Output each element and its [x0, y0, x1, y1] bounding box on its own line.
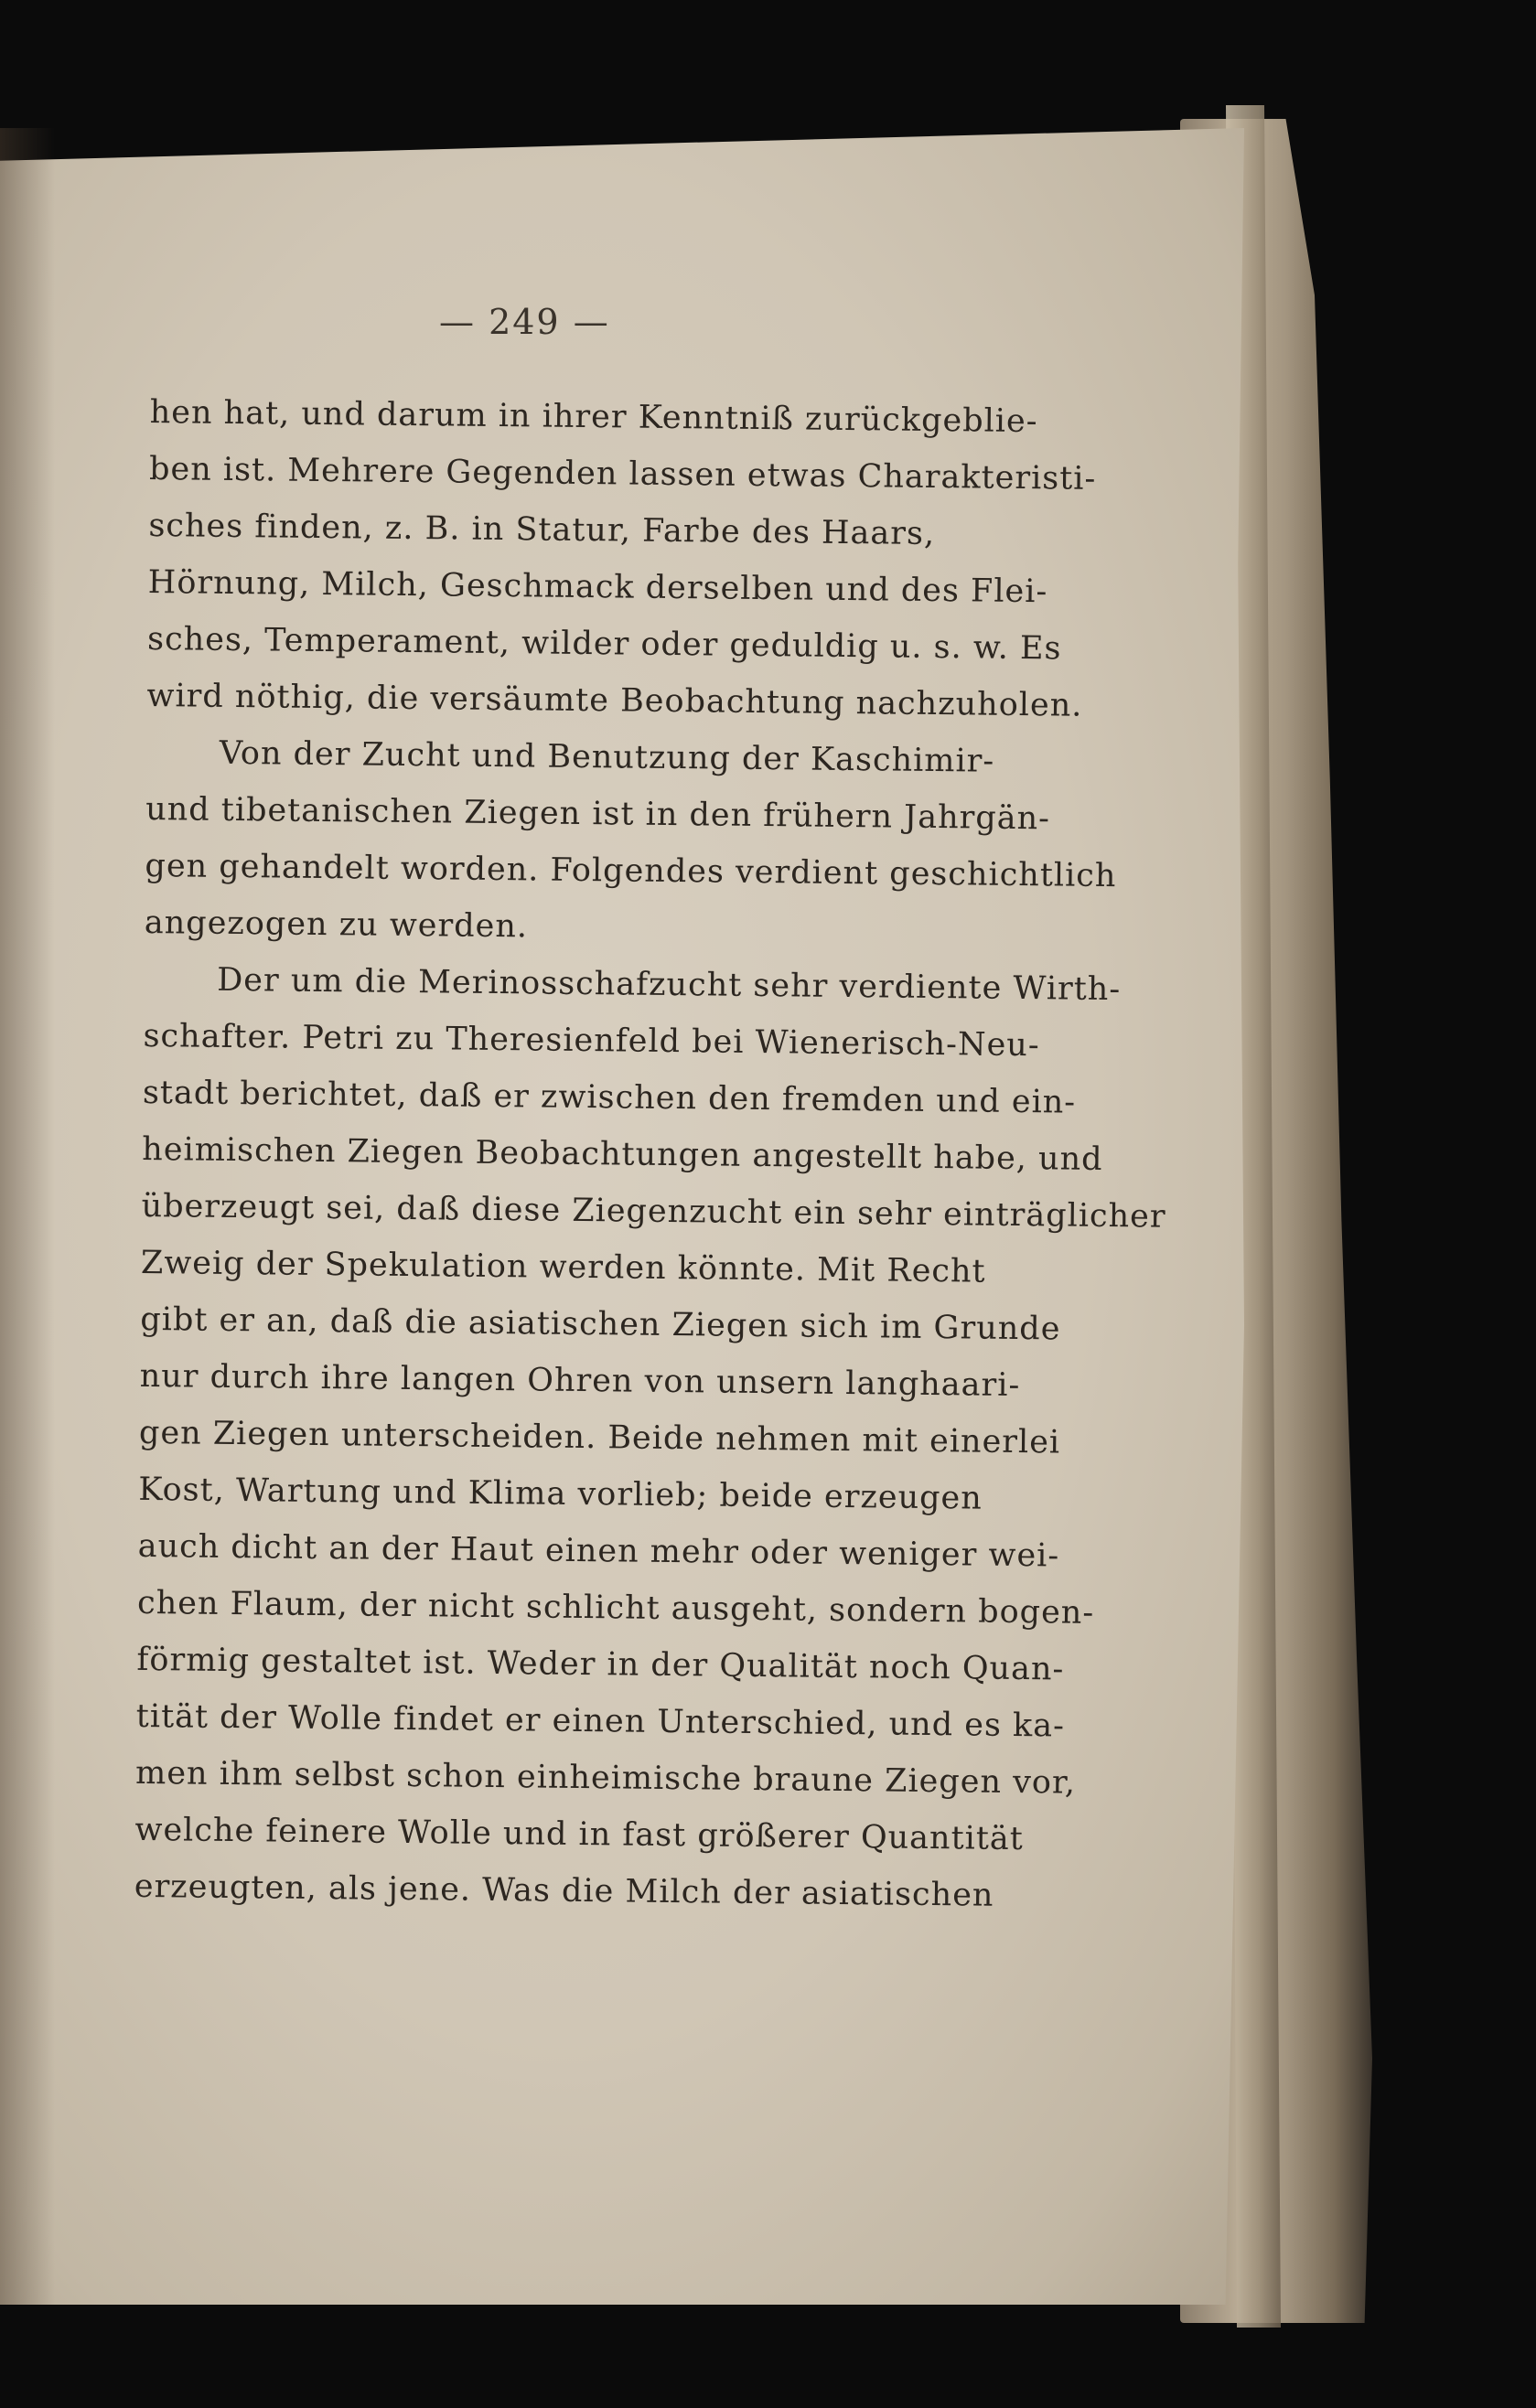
text-line: förmig gestaltet ist. Weder in der Qualität noch Quan-	[136, 1641, 1065, 1688]
text-line: sches, Temperament, wilder oder geduldig u. s. w. Es	[146, 620, 1062, 668]
text-line: angezogen zu werden.	[144, 904, 529, 946]
text-line: wird nöthig, die versäumte Beobachtung nachzuholen.	[146, 677, 1083, 724]
text-line: welche feinere Wolle und in fast größerer Quantität	[134, 1811, 1025, 1858]
gutter-shadow	[0, 128, 55, 2305]
text-line: Der um die Merinosschafzucht sehr verdiente Wirth-	[217, 961, 1122, 1009]
text-line: erzeugten, als jene. Was die Milch der asiatischen	[134, 1868, 994, 1914]
page-number: — 249 —	[439, 302, 610, 342]
text-lines	[134, 384, 1175, 1926]
text-line: überzeugt sei, daß diese Ziegenzucht ein sehr einträglicher	[141, 1187, 1166, 1236]
text-line: Von der Zucht und Benutzung der Kaschimir-	[219, 734, 995, 780]
text-line: und tibetanischen Ziegen ist in den frühern Jahrgän-	[145, 790, 1051, 838]
text-line: auch dicht an der Haut einen mehr oder weniger wei-	[137, 1527, 1060, 1575]
text-line: nur durch ihre langen Ohren von unsern langhaari-	[139, 1357, 1021, 1405]
text-line: Hörnung, Milch, Geschmack derselben und des Flei-	[147, 563, 1048, 611]
text-line: heimischen Ziegen Beobachtungen angestellt habe, und	[142, 1130, 1103, 1178]
text-line: Kost, Wartung und Klima vorlieb; beide erzeugen	[138, 1471, 983, 1517]
text-line: Zweig der Spekulation werden könnte. Mit Recht	[140, 1244, 986, 1290]
text-line: stadt berichtet, daß er zwischen den fremden und ein-	[142, 1074, 1077, 1121]
text-line: sches finden, z. B. in Statur, Farbe des Haars,	[148, 507, 936, 552]
text-line: gen Ziegen unterscheiden. Beide nehmen mit einerlei	[138, 1414, 1061, 1461]
text-line: hen hat, und darum in ihrer Kenntniß zurückgeblie-	[149, 393, 1038, 441]
text-line: gen gehandelt worden. Folgendes verdient geschichtlich	[145, 847, 1117, 895]
text-line: schafter. Petri zu Theresienfeld bei Wienerisch-Neu-	[143, 1017, 1040, 1065]
text-line: ben ist. Mehrere Gegenden lassen etwas Charakteristi-	[148, 450, 1097, 498]
text-line: tität der Wolle findet er einen Unterschied, und es ka-	[135, 1697, 1066, 1745]
text-line: men ihm selbst schon einheimische braune Ziegen vor,	[134, 1754, 1077, 1802]
text-line: chen Flaum, der nicht schlicht ausgeht, sondern bogen-	[136, 1584, 1095, 1632]
text-line: gibt er an, daß die asiatischen Ziegen sich im Grunde	[140, 1300, 1061, 1348]
